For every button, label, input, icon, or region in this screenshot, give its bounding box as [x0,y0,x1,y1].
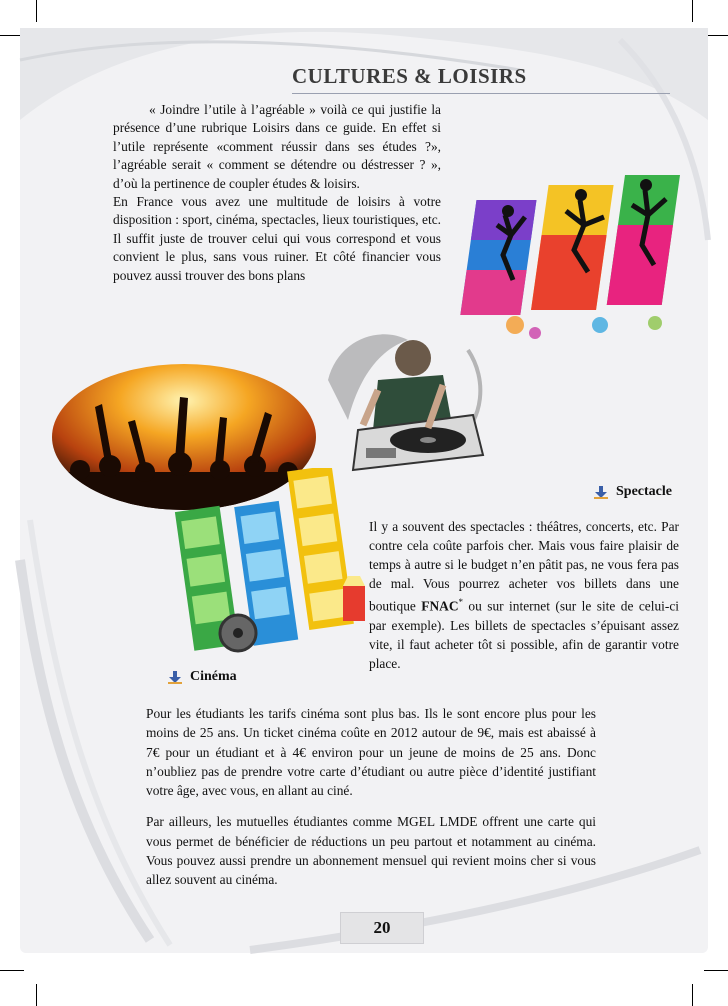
footnote-mark: * [458,597,463,608]
spectacle-heading [594,484,672,500]
page-title: CULTURES & LOISIRS [292,64,527,88]
intro-text [113,101,441,285]
spectacle-text-part: ou sur internet (sur le site de celui-ci par exemple). Les billets de spectacles s’épuisant assez vite, il faut acheter tôt si possible, afin de garantir votre place. [369,598,679,672]
spectacle-text [369,517,679,673]
cinema-heading [168,669,237,685]
spectacle-text-part: Il y a souvent des spectacles : théâtres, concerts, etc. Par contre cela coûte parfois cher. Mais vous faire plaisir de temps à autre si le budget n’en pâtit pas, ne vous fera pas de mal. Vous pourrez acheter vos billets dans une boutique [369,519,679,614]
intro-paragraph: En France vous avez une multitude de loisirs à votre disposition : sport, cinéma, spectacles, lieux touristiques, etc. Il suffit juste de trouver celui qui vous correspond et vous convient le plus, sans vous ruiner. Et côté financier vous pouvez aussi trouver des bons plans [113,194,441,283]
film-strip-illustration [168,468,368,663]
spectacle-heading-label: Spectacle [616,484,672,499]
arrow-down-icon [168,670,182,684]
cinema-paragraph: Par ailleurs, les mutuelles étudiantes comme MGEL LMDE offrent une carte qui vous permet de bénéficier de réductions un peu partout et notamment au cinéma. Vous pouvez aussi prendre un abonnement mensuel qui revient moins cher si vous allez souvent au cinéma. [146,814,596,888]
cinema-text [146,704,596,902]
arrow-down-icon [594,485,608,499]
intro-paragraph: « Joindre l’utile à l’agréable » voilà ce qui justifie la présence d’une rubrique Loisirs dans ce guide. En effet si l’utile représente «comment réussir dans ses études ?», l’agréable serait « comment se détendre ou déstresser ? », d’où la pertinence de coupler études & loisirs. [113,102,441,191]
fnac-brand: FNAC [421,598,459,614]
cinema-paragraph: Pour les étudiants les tarifs cinéma sont plus bas. Ils le sont encore plus pour les moins de 25 ans. Un ticket cinéma coûte en 2012 autour de 9€, mais est abaissé à 7€ pour un étudiant et à 4€ environ pour un jeune de moins de 25 ans. Donc n’oubliez pas de prendre votre carte d’étudiant ou autre pièce d’identité justifiant votre âge, avec vous, en allant au ciné. [146,706,596,799]
cinema-heading-label: Cinéma [190,669,237,684]
dj-illustration [318,320,490,480]
title-underline [292,93,670,94]
page-number: 20 [340,912,424,944]
